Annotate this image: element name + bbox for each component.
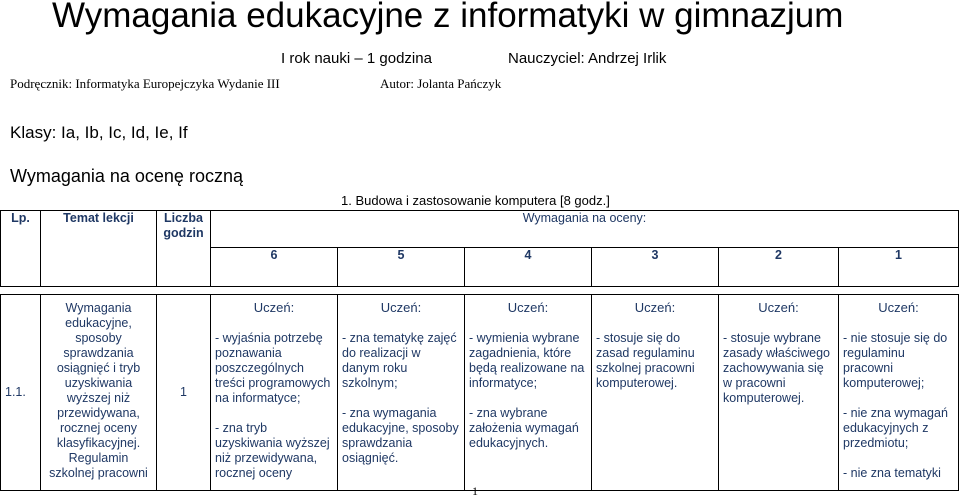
- page-number: 1: [472, 484, 478, 498]
- student-label: Uczeń:: [507, 300, 549, 315]
- g6-item: - wyjaśnia potrzebę poznawania poszczególnych treści programowych na informatyce;: [215, 331, 331, 405]
- grade-1-cell: [839, 295, 959, 491]
- grade-1: 1: [839, 248, 959, 287]
- g5-item: - zna wymagania edukacyjne, sposoby sprawdzania osiągnięć.: [342, 406, 459, 465]
- header-lp: Lp.: [1, 211, 41, 287]
- table-row: [1, 295, 959, 491]
- grade-5-cell: [338, 295, 465, 491]
- student-label: Uczeń:: [758, 300, 799, 315]
- grade-5: 5: [338, 248, 465, 287]
- g1-item: - nie stosuje się do regulaminu pracowni komputerowej;: [843, 331, 948, 390]
- g1-item: - nie zna tematyki: [843, 466, 941, 480]
- teacher-name: Nauczyciel: Andrzej Irlik: [508, 50, 667, 67]
- row-lp: 1.1.: [1, 295, 41, 491]
- g5-item: - zna tematykę zajęć do realizacji w danym roku szkolnym;: [342, 331, 457, 390]
- classes-list: Klasy: Ia, Ib, Ic, Id, Ie, If: [10, 123, 188, 142]
- grade-4: 4: [465, 248, 592, 287]
- grade-4-cell: [465, 295, 592, 491]
- student-label: Uczeń:: [253, 300, 295, 315]
- grade-3-cell: [592, 295, 719, 491]
- g2-item: - stosuje wybrane zasady właściwego zachowywania się w pracowni komputerowej.: [723, 331, 830, 405]
- student-label: Uczeń:: [634, 300, 676, 315]
- g1-item: - nie zna wymagań edukacyjnych z przedmiotu;: [843, 406, 948, 450]
- grade-2: 2: [719, 248, 839, 287]
- student-label: Uczeń:: [380, 300, 422, 315]
- requirements-table: [0, 210, 959, 491]
- grade-6: 6: [211, 248, 338, 287]
- section-heading: 1. Budowa i zastosowanie komputera [8 godz.]: [341, 193, 610, 208]
- header-hours: Liczba godzin: [157, 211, 211, 287]
- year-hours: I rok nauki – 1 godzina: [281, 50, 432, 67]
- requirements-heading: Wymagania na ocenę roczną: [10, 166, 243, 186]
- page-title: Wymagania edukacyjne z informatyki w gimnazjum: [52, 0, 844, 35]
- row-hours: 1: [157, 295, 211, 491]
- header-topic: Temat lekcji: [41, 211, 157, 287]
- header-requirements: Wymagania na oceny:: [211, 211, 959, 248]
- author-info: Autor: Jolanta Pańczyk: [380, 76, 502, 91]
- grade-2-cell: [719, 295, 839, 491]
- g4-item: - wymienia wybrane zagadnienia, które będą realizowane na informatyce;: [469, 331, 585, 390]
- g3-item: - stosuje się do zasad regulaminu szkolnej pracowni komputerowej.: [596, 331, 695, 390]
- g6-item: - zna tryb uzyskiwania wyższej niż przewidywana, rocznej oceny: [215, 421, 330, 480]
- g4-item: - zna wybrane założenia wymagań edukacyjnych.: [469, 406, 579, 450]
- textbook-info: Podręcznik: Informatyka Europejczyka Wydanie III: [10, 76, 280, 91]
- grade-3: 3: [592, 248, 719, 287]
- student-label: Uczeń:: [878, 300, 919, 315]
- grade-6-cell: [211, 295, 338, 491]
- row-topic: Wymagania edukacyjne, sposoby sprawdzania osiągnięć i tryb uzyskiwania wyższej niż przewidywana, rocznej oceny klasyfikacyjnej. Regulamin szkolnej pracowni: [41, 295, 157, 491]
